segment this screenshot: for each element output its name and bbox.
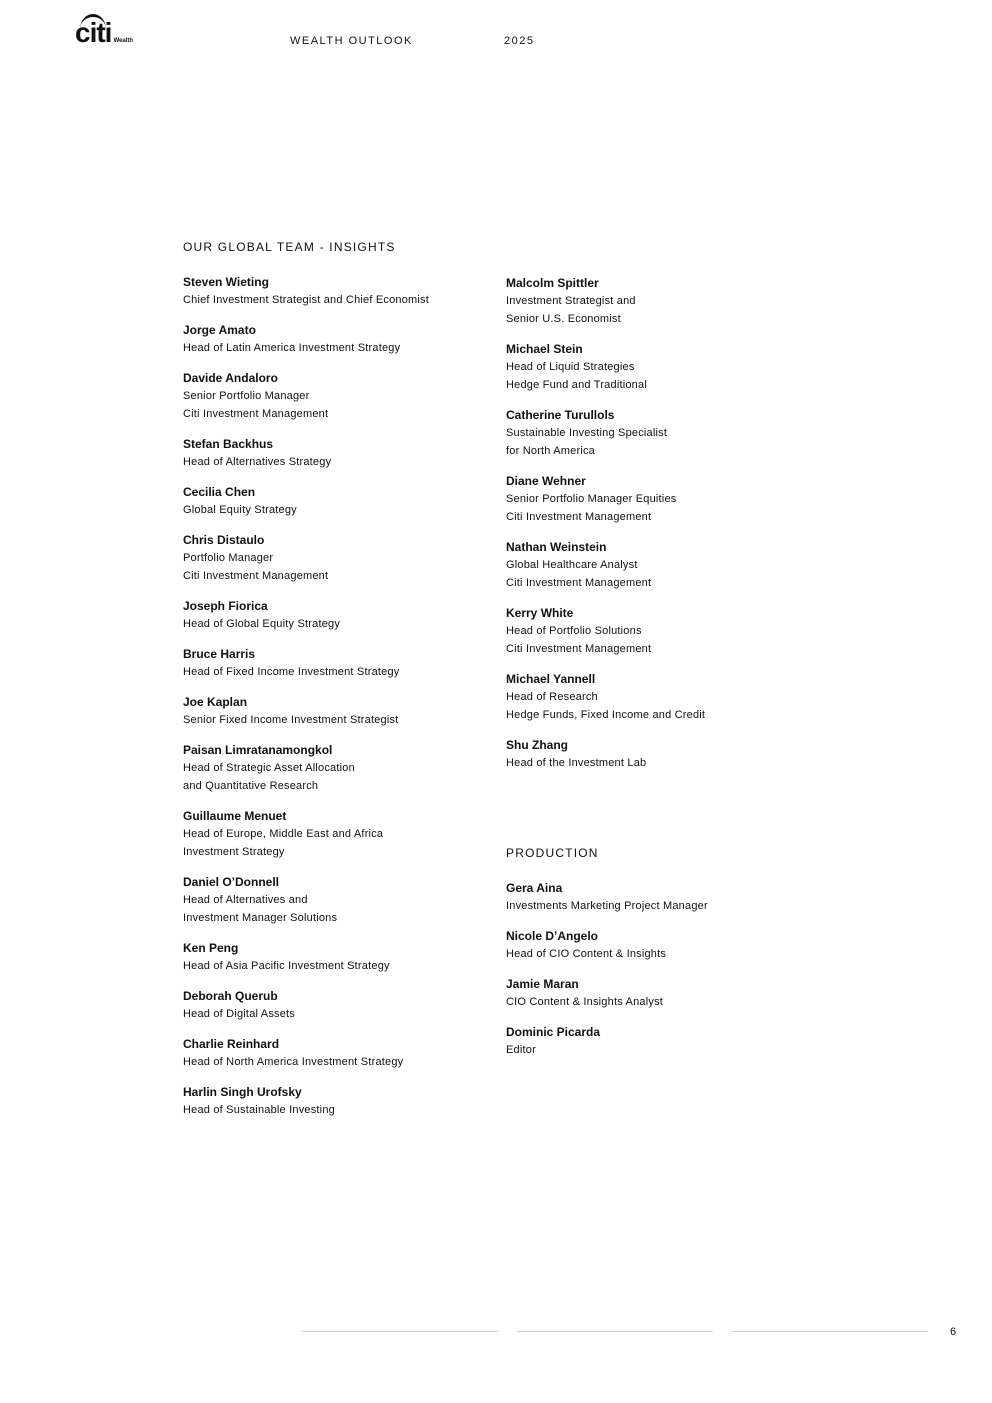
member-role: Head of Asia Pacific Investment Strategy: [183, 960, 390, 972]
header-title: WEALTH OUTLOOK: [290, 35, 413, 47]
member-name: Davide Andaloro: [183, 371, 278, 385]
member-role: Senior Portfolio Manager Equities: [506, 493, 677, 505]
member-role: Head of Sustainable Investing: [183, 1104, 335, 1116]
member-role: Hedge Fund and Traditional: [506, 379, 647, 391]
member-role: Portfolio Manager: [183, 552, 274, 564]
member-role: Head of Latin America Investment Strategy: [183, 342, 401, 354]
member-name: Shu Zhang: [506, 738, 568, 752]
member-role: Head of Liquid Strategies: [506, 361, 635, 373]
team-member: [183, 273, 503, 309]
member-name: Michael Stein: [506, 342, 583, 356]
member-role: Sustainable Investing Specialist: [506, 427, 668, 439]
member-name: Guillaume Menuet: [183, 809, 287, 823]
team-member: [506, 340, 826, 394]
member-name: Dominic Picarda: [506, 1025, 601, 1039]
member-role: Senior U.S. Economist: [506, 313, 621, 325]
team-member: [506, 406, 826, 460]
team-member: [506, 670, 826, 724]
member-role: Investment Strategy: [183, 846, 285, 858]
member-role: Chief Investment Strategist and Chief Economist: [183, 294, 430, 306]
logo-subtitle: Wealth: [113, 38, 134, 44]
team-member: [506, 472, 826, 526]
team-member: [183, 531, 503, 585]
footer-rule-2: [517, 1331, 713, 1332]
insights-left-column: [183, 273, 503, 1131]
team-member: [183, 369, 503, 423]
member-role: for North America: [506, 445, 595, 457]
member-name: Cecilia Chen: [183, 485, 256, 499]
citi-logo-text: citi: [75, 21, 111, 45]
member-role: CIO Content & Insights Analyst: [506, 996, 664, 1008]
member-role: Citi Investment Management: [183, 408, 329, 420]
member-name: Daniel O’Donnell: [183, 875, 280, 889]
team-member: [183, 645, 503, 681]
member-role: Global Equity Strategy: [183, 504, 297, 516]
team-member: [506, 879, 826, 915]
member-role: Citi Investment Management: [506, 577, 652, 589]
member-name: Deborah Querub: [183, 989, 278, 1003]
team-member: [183, 741, 503, 795]
team-member: [183, 873, 503, 927]
production-column: [506, 879, 826, 1071]
member-role: Citi Investment Management: [506, 511, 652, 523]
member-name: Stefan Backhus: [183, 437, 274, 451]
member-role: Hedge Funds, Fixed Income and Credit: [506, 709, 706, 721]
member-name: Chris Distaulo: [183, 533, 265, 547]
header-year: 2025: [504, 35, 535, 47]
team-member: [506, 604, 826, 658]
member-role: Head of Strategic Asset Allocation: [183, 762, 355, 774]
team-member: [183, 435, 503, 471]
member-role: Head of Alternatives Strategy: [183, 456, 332, 468]
member-name: Malcolm Spittler: [506, 276, 599, 290]
team-member: [506, 538, 826, 592]
member-role: Citi Investment Management: [506, 643, 652, 655]
team-member: [183, 807, 503, 861]
member-name: Joseph Fiorica: [183, 599, 268, 613]
team-member: [506, 975, 826, 1011]
member-name: Charlie Reinhard: [183, 1037, 280, 1051]
member-role: Head of Alternatives and: [183, 894, 308, 906]
member-role: Head of Portfolio Solutions: [506, 625, 642, 637]
member-name: Steven Wieting: [183, 275, 269, 289]
member-name: Gera Aina: [506, 881, 563, 895]
team-member: [183, 321, 503, 357]
member-name: Jamie Maran: [506, 977, 579, 991]
member-role: Investment Manager Solutions: [183, 912, 338, 924]
member-role: Editor: [506, 1044, 536, 1056]
team-member: [183, 939, 503, 975]
member-role: and Quantitative Research: [183, 780, 319, 792]
member-role: Head of North America Investment Strategy: [183, 1056, 404, 1068]
insights-right-column: [506, 274, 826, 784]
member-name: Michael Yannell: [506, 672, 596, 686]
team-member: [183, 693, 503, 729]
team-member: [183, 1035, 503, 1071]
member-role: Head of Digital Assets: [183, 1008, 296, 1020]
member-name: Joe Kaplan: [183, 695, 248, 709]
team-member: [506, 274, 826, 328]
member-name: Diane Wehner: [506, 474, 586, 488]
member-role: Investments Marketing Project Manager: [506, 900, 708, 912]
member-name: Paisan Limratanamongkol: [183, 743, 333, 757]
member-role: Head of Research: [506, 691, 598, 703]
footer-rule-1: [302, 1331, 498, 1332]
member-role: Citi Investment Management: [183, 570, 329, 582]
team-member: [506, 927, 826, 963]
insights-heading: OUR GLOBAL TEAM - INSIGHTS: [183, 240, 396, 254]
member-name: Jorge Amato: [183, 323, 256, 337]
member-role: Global Healthcare Analyst: [506, 559, 638, 571]
team-member: [183, 483, 503, 519]
member-name: Ken Peng: [183, 941, 239, 955]
team-member: [506, 736, 826, 772]
member-role: Head of Europe, Middle East and Africa: [183, 828, 384, 840]
team-member: [506, 1023, 826, 1059]
member-name: Nathan Weinstein: [506, 540, 607, 554]
citi-wealth-logo: [75, 17, 134, 48]
member-name: Catherine Turullols: [506, 408, 615, 422]
member-role: Head of the Investment Lab: [506, 757, 647, 769]
footer-rule-3: [732, 1331, 928, 1332]
team-member: [183, 987, 503, 1023]
member-role: Senior Fixed Income Investment Strategist: [183, 714, 399, 726]
member-role: Head of CIO Content & Insights: [506, 948, 667, 960]
page-number: 6: [950, 1326, 957, 1338]
member-name: Kerry White: [506, 606, 574, 620]
member-name: Harlin Singh Urofsky: [183, 1085, 302, 1099]
team-member: [183, 1083, 503, 1119]
production-heading: PRODUCTION: [506, 846, 599, 860]
member-role: Head of Global Equity Strategy: [183, 618, 341, 630]
member-name: Bruce Harris: [183, 647, 256, 661]
member-name: Nicole D’Angelo: [506, 929, 599, 943]
member-role: Head of Fixed Income Investment Strategy: [183, 666, 400, 678]
team-member: [183, 597, 503, 633]
member-role: Senior Portfolio Manager: [183, 390, 310, 402]
member-role: Investment Strategist and: [506, 295, 636, 307]
